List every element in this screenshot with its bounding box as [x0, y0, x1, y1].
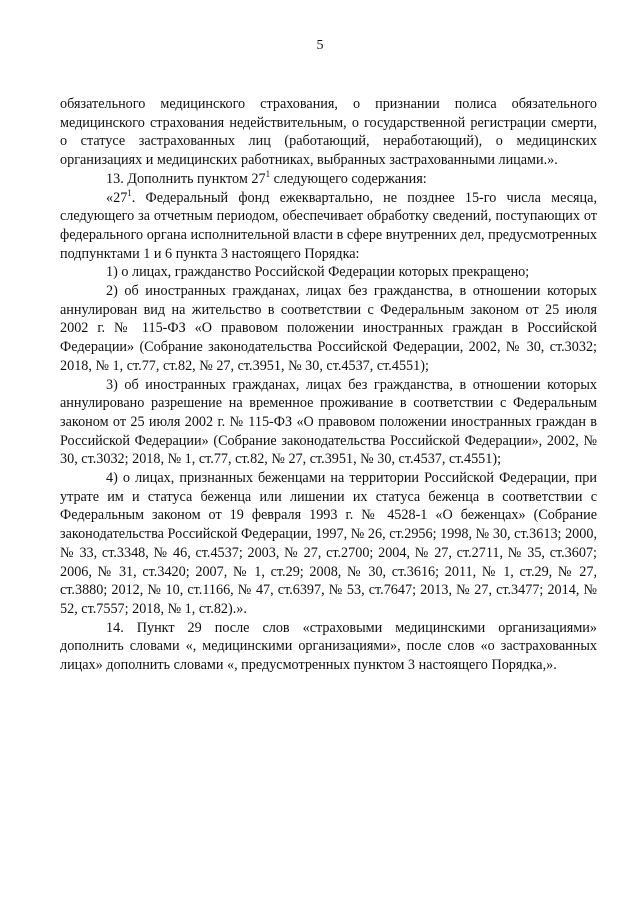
item-13-superscript: 1: [265, 168, 271, 179]
paragraph-continuation: обязательного медицинского страхования, о признании полиса обязательного медицинского страхования недействительным, о государственной регистрации смерти, о статусе застрахованных лиц (работающий, неработающий), о медицинских организациях и медицинских работниках, выбранных застрахованными лицами.».: [60, 96, 597, 169]
document-body: [60, 95, 597, 675]
paragraph-subitem-3: 3) об иностранных гражданах, лицах без гражданства, в отношении которых аннулировано разрешение на временное проживание в соответствии с Федеральным законом от 25 июля 2002 г. № 115-ФЗ «О правовом положении иностранных граждан в Российской Федерации» (Собрание законодательства Российской Федерации», 2002, № 30, ст.3032; 2018, № 1, ст.77, ст.82, № 27, ст.3951, № 30, ст.4537, ст.4551);: [60, 376, 597, 468]
paragraph-item-14: 14. Пункт 29 после слов «страховыми медицинскими организациями» дополнить словами «, медицинскими организациями», после слов «о застрахованных лицах» дополнить словами «, предусмотренных пунктом 3 настоящего Порядка,».: [60, 619, 597, 674]
item-27-1-text-before: «27: [106, 189, 128, 206]
item-13-text-before: 13. Дополнить пунктом 27: [106, 170, 266, 187]
page-number: 5: [316, 38, 324, 53]
paragraph-subitem-4: 4) о лицах, признанных беженцами на территории Российской Федерации, при утрате им и статуса беженца или лишении их статуса беженца в соответствии с Федеральным законом от 19 февраля 1993 г. № 4528-1 «О беженцах» (Собрание законодательства Российской Федерации, 1997, № 26, ст.2956; 1998, № 30, ст.3613; 2000, № 33, ст.3348, № 46, ст.4537; 2003, № 27, ст.2700; 2004, № 27, ст.2711, № 35, ст.3607; 2006, № 31, ст.3420; 2007, № 1, ст.29; 2008, № 30, ст.3616; 2011, № 1, ст.29, № 27, ст.3880; 2012, № 10, ст.1166, № 47, ст.6397, № 53, ст.7647; 2013, № 27, ст.3477; 2014, № 52, ст.7557; 2018, № 1, ст.82).».: [60, 470, 597, 617]
item-27-1-superscript: 1: [127, 187, 132, 198]
item-27-1-text-after: . Федеральный фонд ежеквартально, не позднее 15-го числа месяца, следующего за отчетным периодом, обеспечивает обработку сведений, поступающих от федерального органа исполнительной власти в сфере внутренних дел, предусмотренных подпунктами 1 и 6 пункта 3 настоящего Порядка:: [60, 189, 597, 262]
paragraph-item-13: [60, 170, 597, 189]
item-13-text-after: следующего содержания:: [270, 170, 427, 187]
paragraph-subitem-2: 2) об иностранных гражданах, лицах без гражданства, в отношении которых аннулирован вид на жительство в соответствии с Федеральным законом от 25 июля 2002 г. № 115-ФЗ «О правовом положении иностранных граждан в Российской Федерации» (Собрание законодательства Российской Федерации, 2002, № 30, ст.3032; 2018, № 1, ст.77, ст.82, № 27, ст.3951, № 30, ст.4537, ст.4551);: [60, 283, 597, 374]
paragraph-item-27-1: [60, 189, 597, 264]
paragraph-subitem-1: 1) о лицах, гражданство Российской Федерации которых прекращено;: [106, 264, 530, 281]
